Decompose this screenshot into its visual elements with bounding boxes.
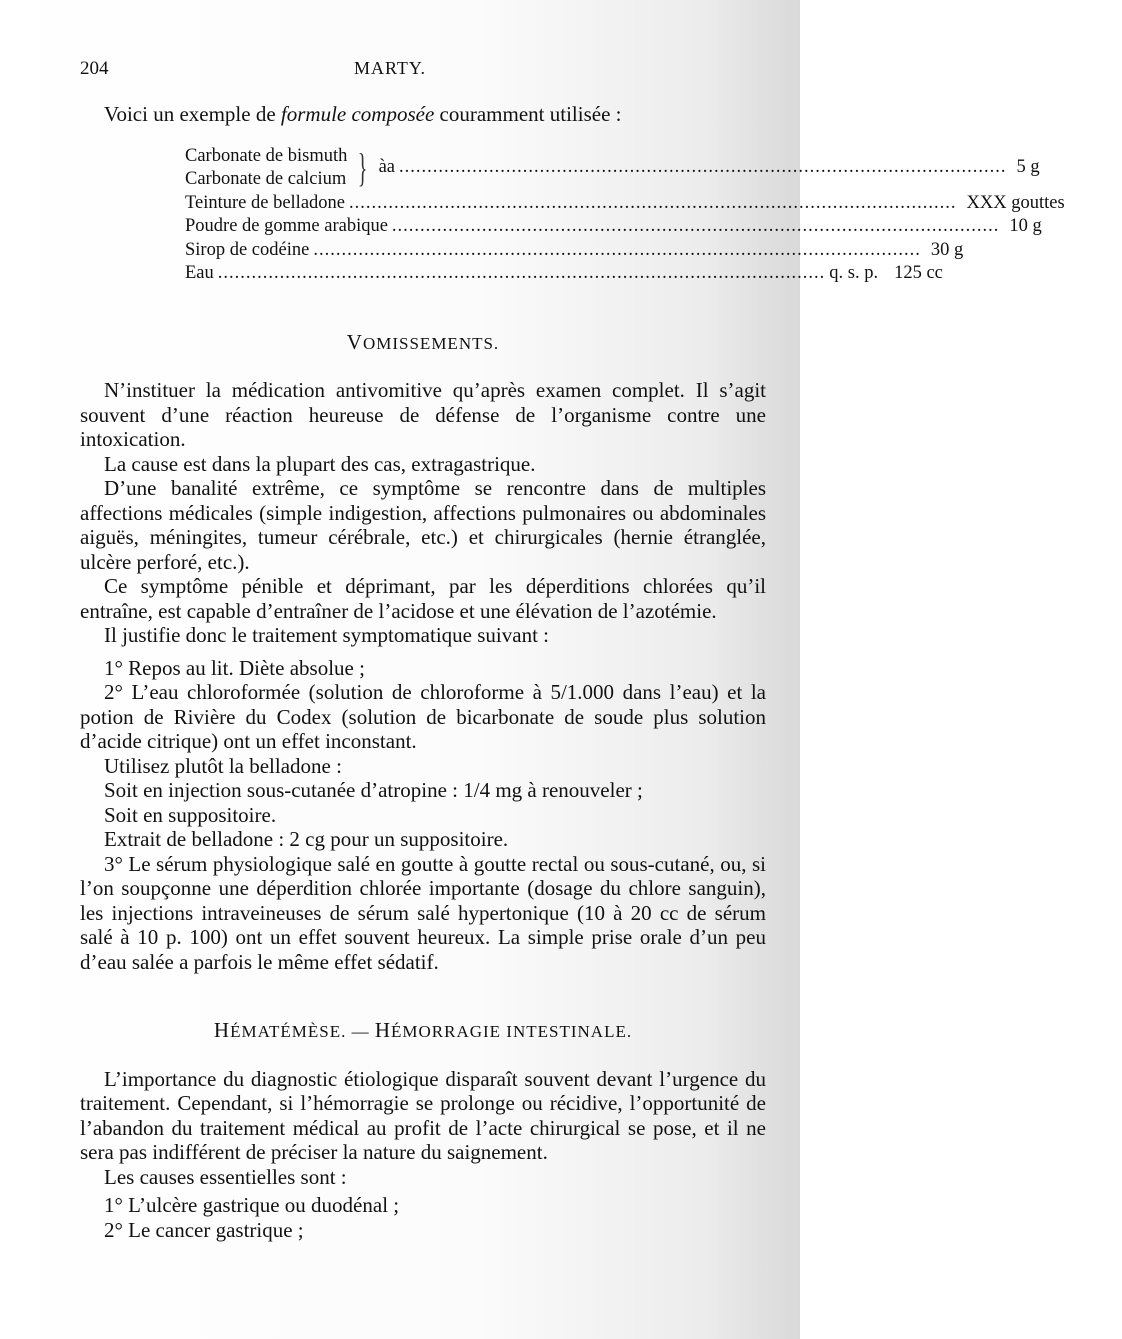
title-rest: ÉMORRAGIE INTESTINALE. <box>391 1022 633 1041</box>
formula-ingredient: Carbonate de bismuth <box>185 145 348 166</box>
list-item: 1° Repos au lit. Diète absolue ; <box>104 655 365 680</box>
section-title-vomissements <box>80 330 766 357</box>
paragraph: Soit en injection sous-cutanée d’atropine : 1/4 mg à renouveler ; <box>104 778 643 802</box>
list-item: 2° L’eau chloroformée (solution de chloroforme à 5/1.000 dans l’eau) et la potion de Rivière du Codex (solution de bicarbonate de soude plus solution d’acide citrique) ont un effet inconstant. <box>80 680 766 753</box>
page-number: 204 <box>80 58 109 79</box>
intro-text-end: couramment utilisée : <box>434 102 622 126</box>
paragraph: Soit en suppositoire. <box>104 802 277 827</box>
formula-ingredient: Poudre de gomme arabique <box>185 216 388 236</box>
leader-dots <box>313 239 921 263</box>
paragraph: Ce symptôme pénible et déprimant, par les déperditions chlorées qu’il entraîne, est capable d’entraîner de l’acidose et une élévation de l’azotémie. <box>80 574 766 623</box>
formula-ingredient: Carbonate de calcium <box>185 169 347 189</box>
formula-ingredient: Teinture de belladone <box>185 192 345 213</box>
formula-quantity: 5 g <box>1016 157 1040 178</box>
title-dash: — <box>346 1022 375 1041</box>
leader-dots <box>392 215 1000 239</box>
formula-intro <box>80 102 766 127</box>
intro-italic: formule composée <box>280 102 435 126</box>
prescription-formula <box>185 145 1065 286</box>
formula-quantity: 125 cc <box>894 263 943 283</box>
paragraph: N’instituer la médication antivomitive qu’après examen complet. Il s’agit souvent d’une réaction heureuse de défense de l’organisme contre une intoxication. <box>80 378 766 451</box>
page-body <box>80 102 1065 1242</box>
formula-row <box>185 239 964 263</box>
formula-quantity: XXX gouttes <box>966 192 1065 213</box>
intro-text: Voici un exemple de <box>104 102 281 126</box>
paragraph: Utilisez plutôt la belladone : <box>104 753 342 778</box>
leader-dots <box>349 192 957 216</box>
running-head: MARTY. <box>353 58 427 78</box>
list-item: 1° L’ulcère gastrique ou duodénal ; <box>104 1193 400 1217</box>
list-item: 3° Le sérum physiologique salé en goutte à goutte rectal ou sous-cutané, ou, si l’on soupçonne une déperdition chlorée importante (dosage du chlore sanguin), les injections intraveineuses de sérum salé hypertonique (10 à 20 cc de sérum salé à 10 p. 100) ont un effet souvent heureux. La simple prise orale d’un peu d’eau salée a parfois le même effet sédatif. <box>80 851 766 974</box>
paragraph: La cause est dans la plupart des cas, extragastrique. <box>104 451 536 476</box>
brace-symbol: } <box>358 145 368 190</box>
leader-dots <box>399 156 1007 180</box>
paragraph: D’une banalité extrême, ce symptôme se rencontre dans de multiples affections médicales (simple indigestion, affections pulmonaires ou abdominales aiguës, méningites, tumeur cérébrale, etc.) et chirurgicales (hernie étranglée, ulcère perforé, etc.). <box>80 476 766 574</box>
title-initial: V <box>346 329 363 354</box>
formula-row <box>185 215 1042 239</box>
formula-row <box>185 192 1065 216</box>
list-item: 2° Le cancer gastrique ; <box>104 1217 304 1242</box>
paragraph: Les causes essentielles sont : <box>104 1164 347 1189</box>
title-rest: OMISSEMENTS. <box>362 333 500 353</box>
formula-abbrev: àa <box>378 157 395 178</box>
paragraph: Extrait de belladone : 2 cg pour un suppositoire. <box>104 827 509 851</box>
formula-qs: q. s. p. <box>829 263 879 283</box>
formula-quantity: 30 g <box>930 239 964 260</box>
formula-quantity: 10 g <box>1009 216 1042 236</box>
formula-brace-group <box>185 145 1040 192</box>
leader-dots <box>218 262 826 286</box>
section-title-hematemese <box>80 1018 766 1045</box>
formula-ingredient: Sirop de codéine <box>185 239 310 260</box>
title-initial: H <box>374 1018 391 1042</box>
formula-row <box>185 262 943 286</box>
page-header <box>80 58 760 90</box>
paragraph: Il justifie donc le traitement symptomatique suivant : <box>104 623 549 647</box>
title-rest: ÉMATÉMÈSE. <box>230 1022 347 1041</box>
paragraph: L’importance du diagnostic étiologique disparaît souvent devant l’urgence du traitement. Cependant, si l’hémorragie se prolonge ou récidive, l’opportunité de l’abandon du traitement médical au profit de l’acte chirurgical se pose, et il ne sera pas indifférent de préciser la nature du saignement. <box>80 1066 766 1164</box>
formula-ingredient: Eau <box>185 263 214 283</box>
title-initial: H <box>213 1018 231 1042</box>
